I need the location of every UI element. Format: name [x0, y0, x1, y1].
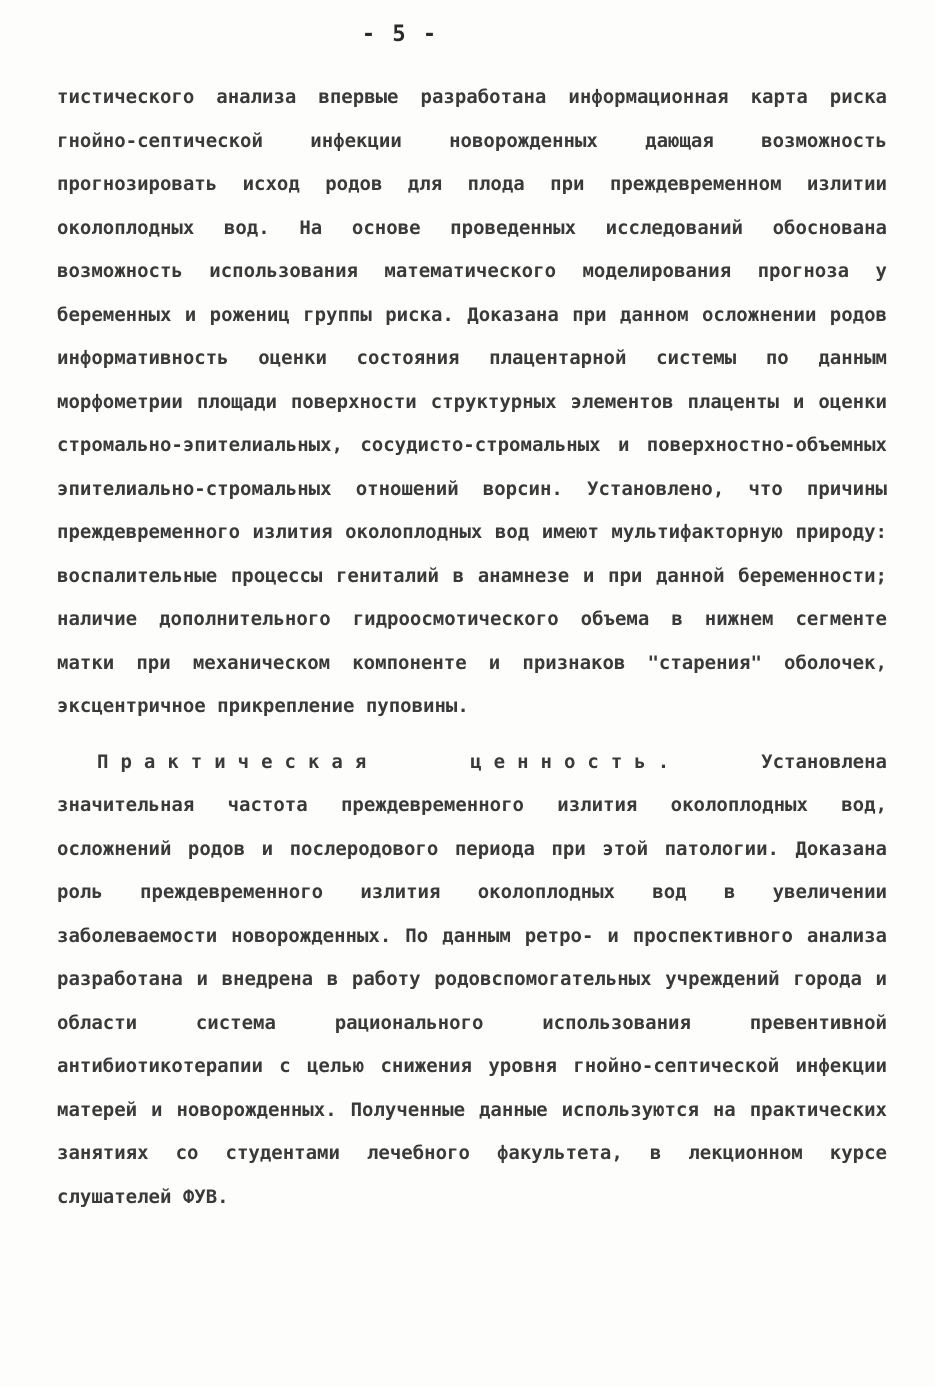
body-text	[57, 76, 887, 1219]
page-number: - 5 -	[361, 22, 439, 47]
paragraph-practical-value	[57, 741, 887, 1220]
practical-value-heading: Практическая ценность.	[97, 750, 682, 773]
paragraph-scientific-novelty-continuation: тистического анализа впервые разработана информационная карта риска гнойно-септической инфекции новорожденных дающая возможность прогнозировать исход родов для плода при преждевременном излитии околоплодных вод. На основе проведенных исследований обоснована возможность использования математического моделирования прогноза у беременных и рожениц группы риска. Доказана при данном осложнении родов информативность оценки состояния плацентарной системы по данным морфометрии площади поверхности структурных элементов плаценты и оценки стромально-эпителиальных, сосудисто-стромальных и поверхностно-объемных эпителиально-стромальных отношений ворсин. Установлено, что причины преждевременного излития околоплодных вод имеют мультифакторную природу: воспалительные процессы гениталий в анамнезе и при данной беременности; наличие дополнительного гидроосмотического объема в нижнем сегменте матки при механическом компоненте и признаков "старения" оболочек, эксцентричное прикрепление пуповины.	[57, 86, 887, 717]
practical-value-text: Установлена значительная частота преждевременного излития околоплодных вод, осложнений родов и послеродового периода при этой патологии. Доказана роль преждевременного излития околоплодных вод в увеличении заболеваемости новорожденных. По данным ретро- и проспективного анализа разработана и внедрена в работу родовспомогательных учреждений города и области система рационального использования превентивной антибиотикотерапии с целью снижения уровня гнойно-септической инфекции матерей и новорожденных. Полученные данные используются на практических занятиях со студентами лечебного факультета, в лекционном курсе слушателей ФУВ.	[57, 750, 887, 1208]
